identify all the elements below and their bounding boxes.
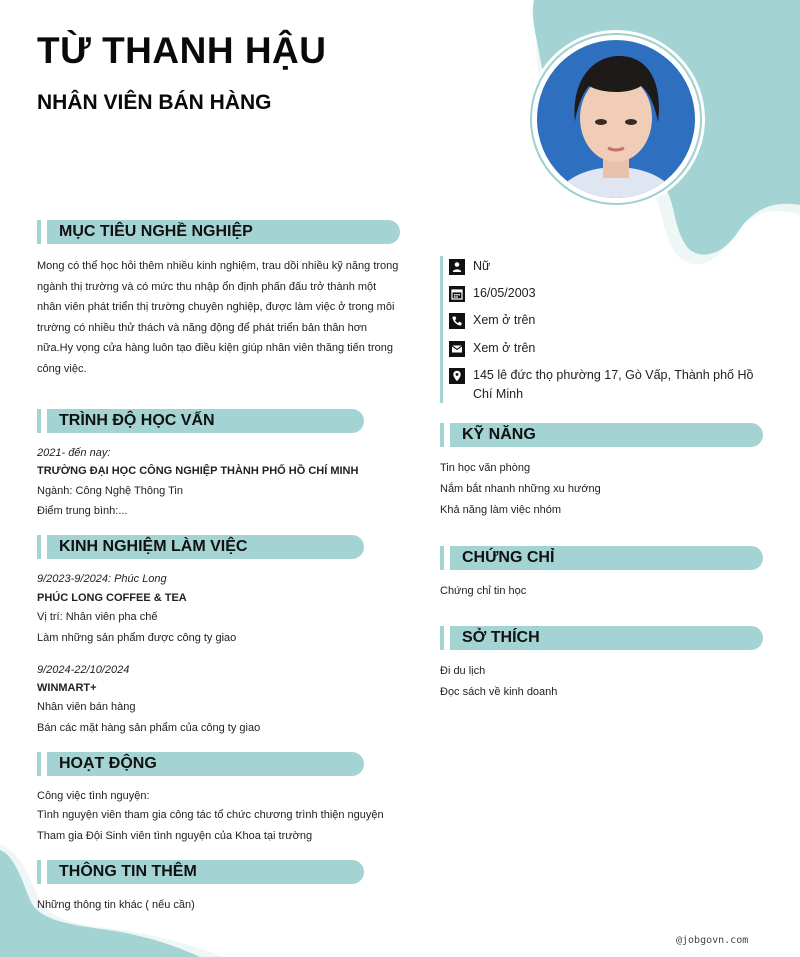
contact-gender — [449, 259, 490, 276]
section-more-info-header — [37, 860, 364, 884]
job-description: Bán các mặt hàng sản phẩm của công ty giao — [37, 722, 261, 734]
activity-line: Tình nguyện viên tham gia công tác tổ chức chương trình thiện nguyện — [37, 809, 384, 821]
birthday-value: 16/05/2003 — [473, 286, 536, 300]
section-title: TRÌNH ĐỘ HỌC VẤN — [59, 412, 215, 429]
education-gpa: Điểm trung bình:... — [37, 505, 128, 517]
job-description: Làm những sản phẩm được công ty giao — [37, 632, 237, 644]
section-objective-header — [37, 220, 400, 244]
section-title: SỞ THÍCH — [462, 629, 540, 646]
location-pin-icon — [449, 368, 465, 384]
certificate-item: Chứng chỉ tin học — [440, 585, 527, 597]
section-hobbies-header — [440, 626, 763, 650]
address-line-1: 145 lê đức thọ phường 17, Gò Vấp, Thành phố Hồ — [473, 368, 754, 382]
section-experience-header — [37, 535, 364, 559]
education-major: Ngành: Công Nghệ Thông Tin — [37, 485, 183, 497]
job-period: 9/2023-9/2024: Phúc Long — [37, 573, 167, 585]
job-position: Vị trí: Nhân viên pha chế — [37, 611, 158, 623]
section-title: MỤC TIÊU NGHỀ NGHIỆP — [59, 223, 253, 240]
contact-phone — [449, 313, 535, 330]
candidate-role: NHÂN VIÊN BÁN HÀNG — [37, 91, 272, 114]
skill-item: Nắm bắt nhanh những xu hướng — [440, 483, 601, 495]
calendar-icon — [449, 286, 465, 302]
watermark: @jobgovn.com — [676, 935, 749, 946]
section-title: CHỨNG CHỈ — [462, 549, 555, 566]
phone-value: Xem ở trên — [473, 313, 536, 327]
gender-value: Nữ — [473, 259, 491, 273]
email-value: Xem ở trên — [473, 341, 536, 355]
section-skills-header — [440, 423, 763, 447]
contact-birthday — [449, 286, 536, 303]
job-company: WINMART+ — [37, 682, 97, 694]
hobby-item: Đi du lịch — [440, 665, 486, 677]
address-value — [473, 366, 753, 404]
mail-icon — [449, 341, 465, 357]
activity-line: Công việc tình nguyện: — [37, 790, 150, 802]
section-certificates-header — [440, 546, 763, 570]
skill-item: Khả năng làm việc nhóm — [440, 504, 562, 516]
job-period: 9/2024-22/10/2024 — [37, 664, 130, 676]
job-position: Nhân viên bán hàng — [37, 701, 136, 713]
address-line-2: Chí Minh — [473, 387, 524, 401]
more-info-text: Những thông tin khác ( nếu cần) — [37, 899, 195, 911]
section-title: KỸ NĂNG — [462, 426, 536, 443]
candidate-name: TỪ THANH HẬU — [37, 30, 327, 71]
skill-item: Tin học văn phòng — [440, 462, 531, 474]
education-period: 2021- đến nay: — [37, 447, 111, 459]
phone-icon — [449, 313, 465, 329]
person-icon — [449, 259, 465, 275]
section-title: THÔNG TIN THÊM — [59, 863, 197, 880]
hobby-item: Đọc sách về kinh doanh — [440, 686, 558, 698]
profile-photo — [527, 30, 705, 208]
section-title: HOẠT ĐỘNG — [59, 755, 157, 772]
contact-divider — [440, 256, 443, 403]
section-title: KINH NGHIỆM LÀM VIỆC — [59, 538, 248, 555]
contact-email — [449, 341, 535, 358]
avatar — [537, 40, 695, 198]
job-company: PHÚC LONG COFFEE & TEA — [37, 592, 187, 604]
activity-line: Tham gia Đội Sinh viên tình nguyện của Khoa tại trường — [37, 830, 313, 842]
section-activities-header — [37, 752, 364, 776]
section-education-header — [37, 409, 364, 433]
objective-text: Mong có thể học hỏi thêm nhiều kinh nghiệm, trau dồi nhiều kỹ năng trong ngành thị trường và có mức thu nhập ổn định phấn đấu trở thành một nhân viên phát triển thị trường chuyên nghiệp, được làm việc ở trong môi trường có nhiều thử thách và năng động để phát triển bản thân hơn nữa.Hy vọng cửa hàng luôn tạo điều kiện giúp nhân viên thăng tiến trong công việc. — [37, 260, 399, 375]
education-school: TRƯỜNG ĐẠI HỌC CÔNG NGHIỆP THÀNH PHỐ HỒ CHÍ MINH — [37, 465, 359, 477]
contact-address — [449, 368, 753, 404]
